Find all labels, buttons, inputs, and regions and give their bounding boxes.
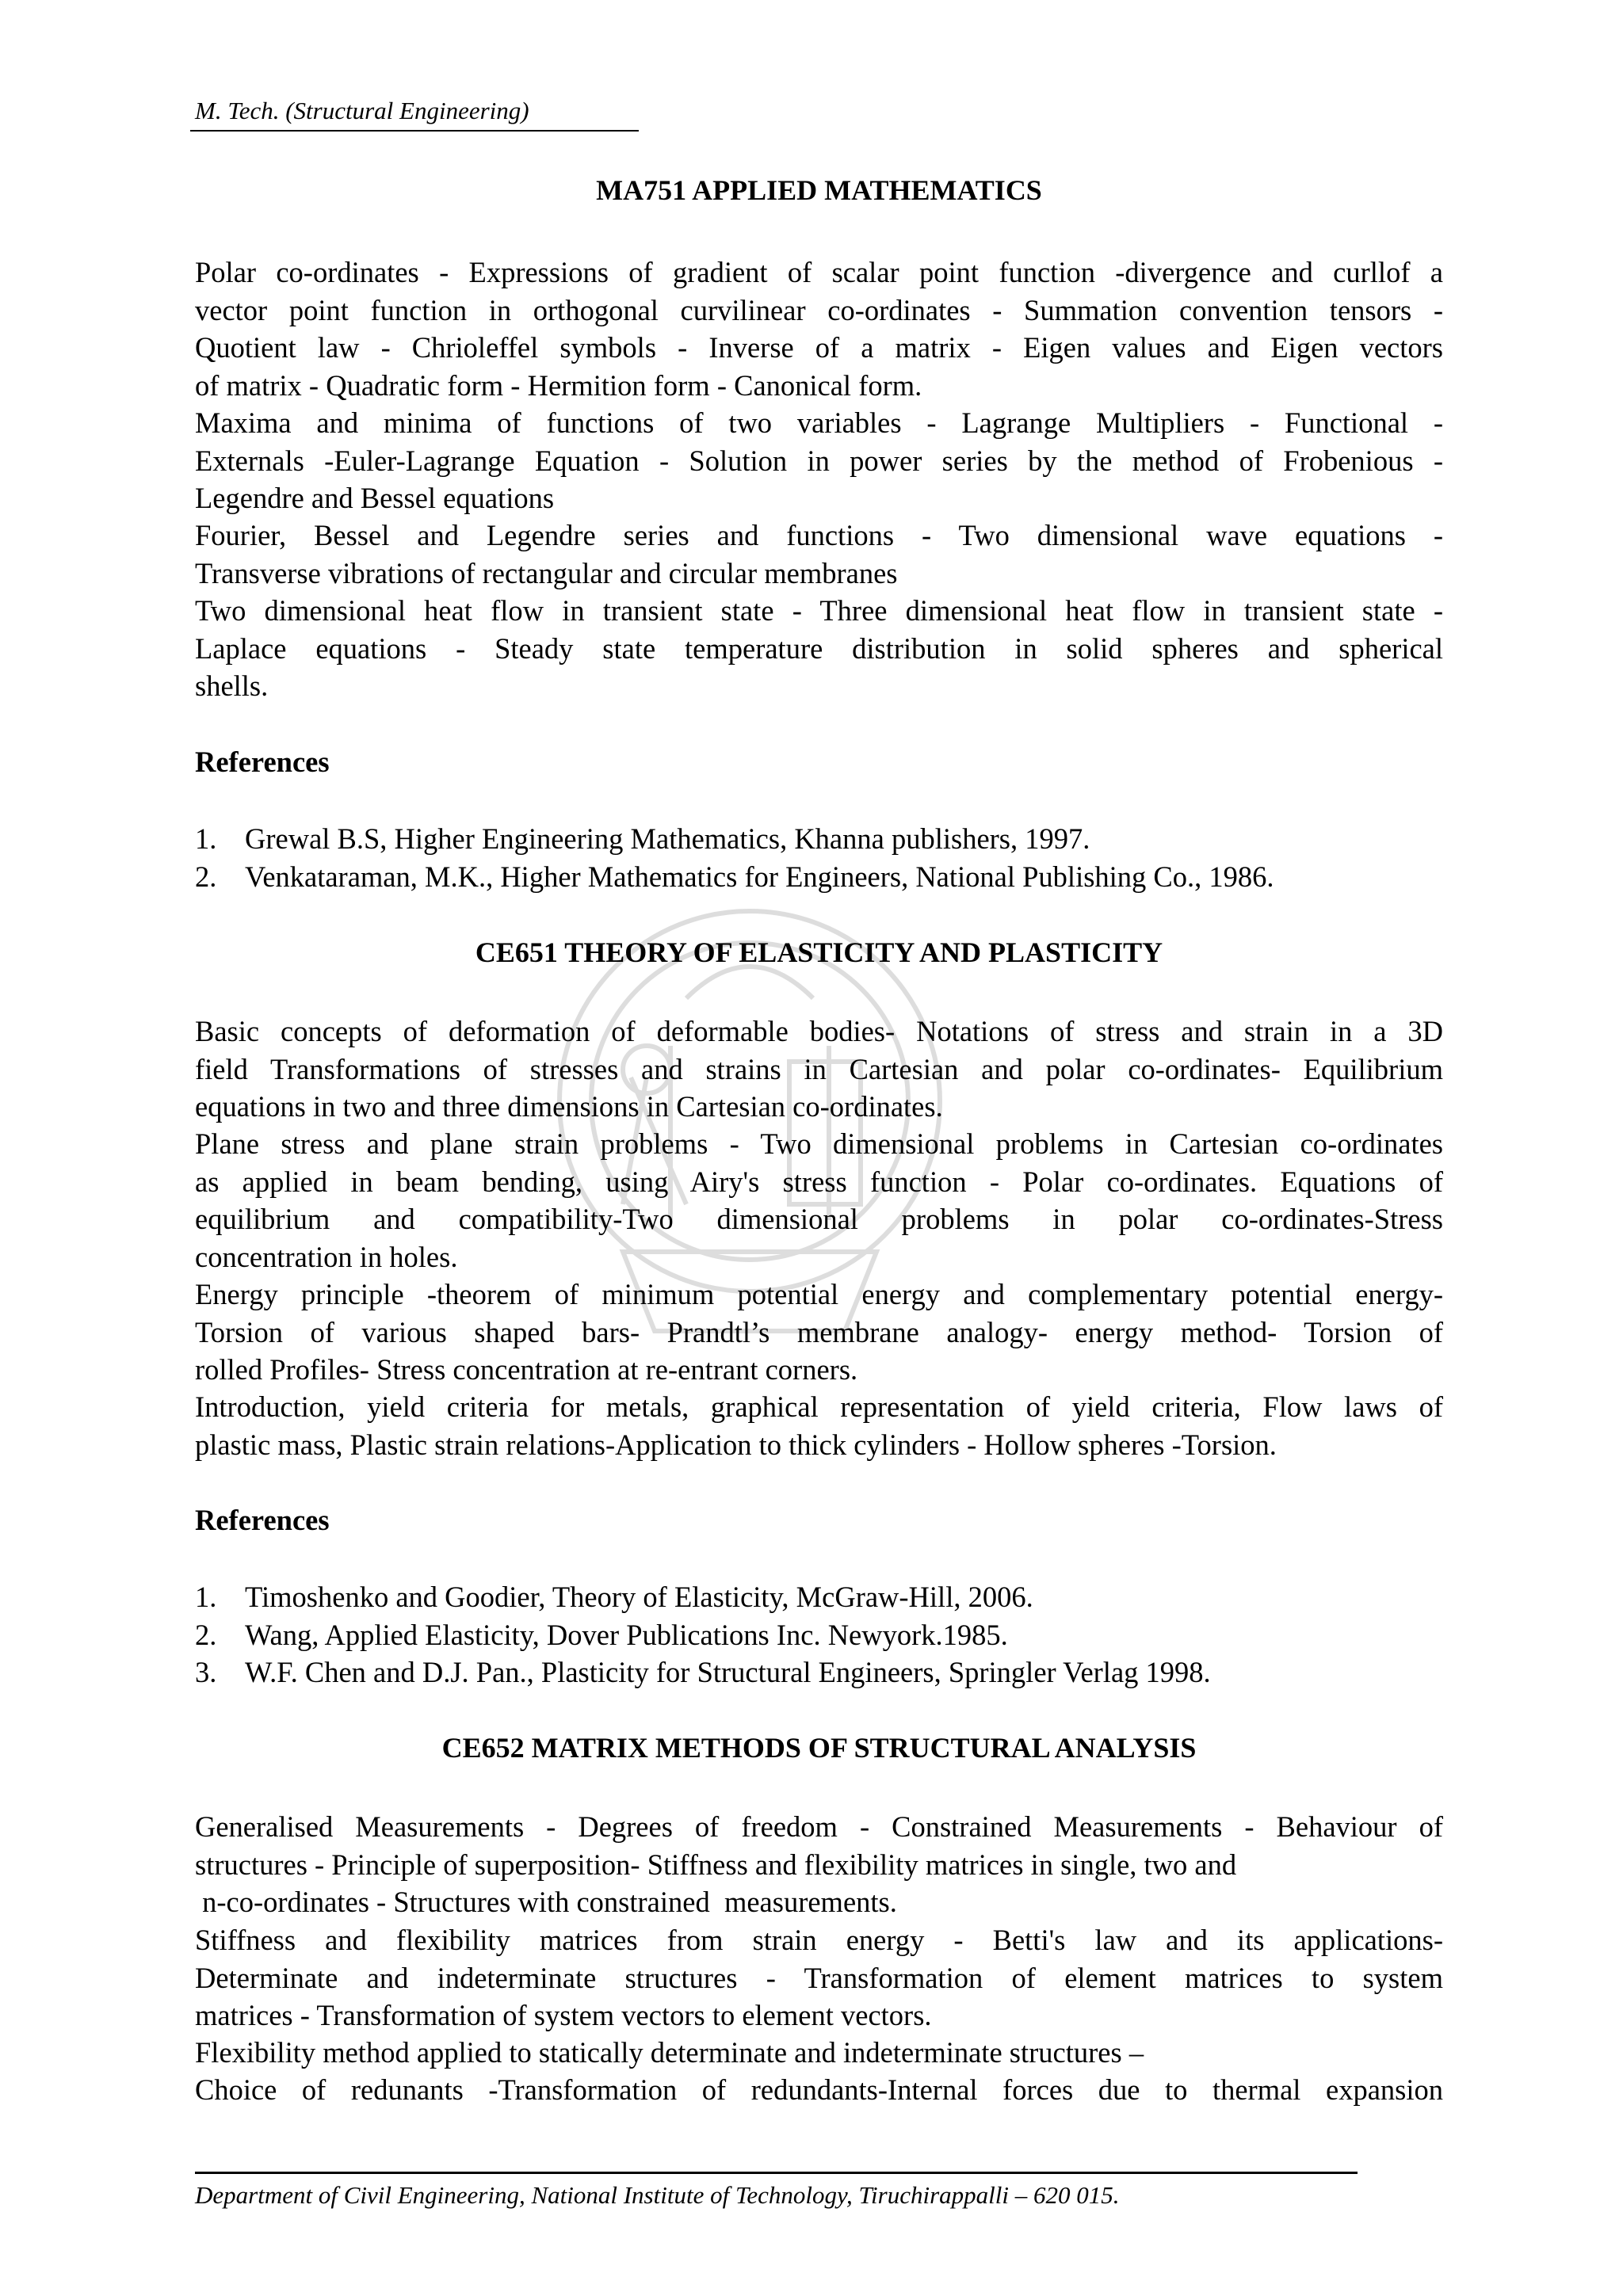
reference-list bbox=[195, 1578, 1443, 1691]
syllabus-paragraph bbox=[195, 1808, 1443, 1921]
reference-item bbox=[195, 1653, 1443, 1691]
text-line: Maxima and minima of functions of two variables - Lagrange Multipliers - Functional - bbox=[195, 406, 1443, 439]
reference-text: Timoshenko and Goodier, Theory of Elasticity, McGraw-Hill, 2006. bbox=[245, 1581, 1033, 1613]
syllabus-paragraph bbox=[195, 2034, 1443, 2072]
text-line: matrices - Transformation of system vectors to element vectors. bbox=[195, 1999, 932, 2031]
reference-number: 1. bbox=[195, 822, 217, 855]
text-line: equilibrium and compatibility-Two dimensional problems in polar co-ordinates-Stress bbox=[195, 1203, 1443, 1235]
syllabus-paragraph bbox=[195, 1388, 1443, 1463]
text-line: shells. bbox=[195, 669, 269, 702]
text-line: Laplace equations - Steady state temperature distribution in solid spheres and spherical bbox=[195, 631, 1443, 665]
text-line: Stiffness and flexibility matrices from strain energy - Betti's law and its applications- bbox=[195, 1924, 1443, 1956]
text-line: Flexibility method applied to statically determinate and indeterminate structures – bbox=[195, 2036, 1144, 2069]
document-page bbox=[195, 0, 1443, 2296]
text-line: n-co-ordinates - Structures with constrained measurements. bbox=[195, 1886, 897, 1918]
syllabus-paragraph bbox=[195, 1921, 1443, 2035]
text-line: Two dimensional heat flow in transient state - Three dimensional heat flow in transient state - bbox=[195, 594, 1443, 627]
text-line: equations in two and three dimensions in Cartesian co-ordinates. bbox=[195, 1090, 943, 1123]
reference-text: Wang, Applied Elasticity, Dover Publications Inc. Newyork.1985. bbox=[245, 1618, 1008, 1651]
syllabus-paragraph bbox=[195, 1013, 1443, 1126]
footer-rule bbox=[195, 2172, 1358, 2174]
text-line: rolled Profiles- Stress concentration at re-entrant corners. bbox=[195, 1353, 858, 1386]
syllabus-paragraph bbox=[195, 254, 1443, 404]
syllabus-paragraph bbox=[195, 2071, 1443, 2109]
reference-item bbox=[195, 1578, 1443, 1616]
header-underline bbox=[190, 130, 639, 132]
text-line: Introduction, yield criteria for metals, graphical representation of yield criteria, Flow laws of bbox=[195, 1390, 1443, 1423]
text-line: Basic concepts of deformation of deformable bodies- Notations of stress and strain in a 3D bbox=[195, 1015, 1443, 1047]
text-line: field Transformations of stresses and strains in Cartesian and polar co-ordinates- Equilibrium bbox=[195, 1052, 1443, 1085]
text-line: Determinate and indeterminate structures - Transformation of element matrices to system bbox=[195, 1961, 1443, 1994]
text-line: concentration in holes. bbox=[195, 1240, 458, 1273]
text-line: vector point function in orthogonal curvilinear co-ordinates - Summation convention tensors - bbox=[195, 293, 1443, 326]
course-title-ma751: MA751 APPLIED MATHEMATICS bbox=[596, 174, 1042, 206]
reference-text: Venkataraman, M.K., Higher Mathematics for Engineers, National Publishing Co., 1986. bbox=[245, 860, 1274, 893]
text-line: as applied in beam bending, using Airy's stress function - Polar co-ordinates. Equations of bbox=[195, 1165, 1443, 1198]
syllabus-paragraph bbox=[195, 1125, 1443, 1276]
text-line: Fourier, Bessel and Legendre series and functions - Two dimensional wave equations - bbox=[195, 519, 1443, 551]
course-title-ce652: CE652 MATRIX METHODS OF STRUCTURAL ANALYSIS bbox=[441, 1732, 1197, 1764]
text-line: Legendre and Bessel equations bbox=[195, 482, 555, 514]
text-line: Externals -Euler-Lagrange Equation - Solution in power series by the method of Frobenious - bbox=[195, 444, 1443, 477]
reference-text: W.F. Chen and D.J. Pan., Plasticity for Structural Engineers, Springler Verlag 1998. bbox=[245, 1656, 1211, 1688]
reference-number: 3. bbox=[195, 1656, 217, 1688]
text-line: Torsion of various shaped bars- Prandtl’s membrane analogy- energy method- Torsion of bbox=[195, 1315, 1443, 1348]
reference-number: 1. bbox=[195, 1581, 217, 1613]
text-line: plastic mass, Plastic strain relations-Application to thick cylinders - Hollow spheres -Torsion. bbox=[195, 1428, 1277, 1461]
text-line: Transverse vibrations of rectangular and circular membranes bbox=[195, 556, 898, 589]
reference-list bbox=[195, 820, 1443, 895]
syllabus-paragraph bbox=[195, 517, 1443, 592]
syllabus-paragraph bbox=[195, 1276, 1443, 1389]
references-heading: References bbox=[195, 1504, 330, 1536]
reference-text: Grewal B.S, Higher Engineering Mathematics, Khanna publishers, 1997. bbox=[245, 822, 1090, 855]
text-line: Generalised Measurements - Degrees of freedom - Constrained Measurements - Behaviour of bbox=[195, 1810, 1443, 1843]
reference-number: 2. bbox=[195, 1618, 217, 1651]
text-line: Energy principle -theorem of minimum potential energy and complementary potential energy- bbox=[195, 1278, 1443, 1310]
syllabus-paragraph bbox=[195, 404, 1443, 517]
references-heading: References bbox=[195, 746, 330, 778]
reference-number: 2. bbox=[195, 860, 217, 893]
text-line: Plane stress and plane strain problems - Two dimensional problems in Cartesian co-ordinates bbox=[195, 1127, 1443, 1160]
text-line: of matrix - Quadratic form - Hermition form - Canonical form. bbox=[195, 368, 922, 402]
reference-item bbox=[195, 820, 1443, 858]
course-title-ce651: CE651 THEORY OF ELASTICITY AND PLASTICITY bbox=[475, 936, 1163, 968]
running-header: M. Tech. (Structural Engineering) bbox=[195, 97, 529, 124]
reference-item bbox=[195, 858, 1443, 896]
page-footer: Department of Civil Engineering, National Institute of Technology, Tiruchirappalli – 620 015. bbox=[195, 2181, 1120, 2209]
text-line: Quotient law - Chrioleffel symbols - Inverse of a matrix - Eigen values and Eigen vectors bbox=[195, 331, 1443, 364]
text-line: structures - Principle of superposition- Stiffness and flexibility matrices in single, two and bbox=[195, 1848, 1237, 1881]
reference-item bbox=[195, 1616, 1443, 1654]
text-line: Polar co-ordinates - Expressions of gradient of scalar point function -divergence and curllof a bbox=[195, 256, 1443, 288]
syllabus-paragraph bbox=[195, 592, 1443, 705]
text-line: Choice of redunants -Transformation of redundants-Internal forces due to thermal expansion bbox=[195, 2073, 1443, 2106]
